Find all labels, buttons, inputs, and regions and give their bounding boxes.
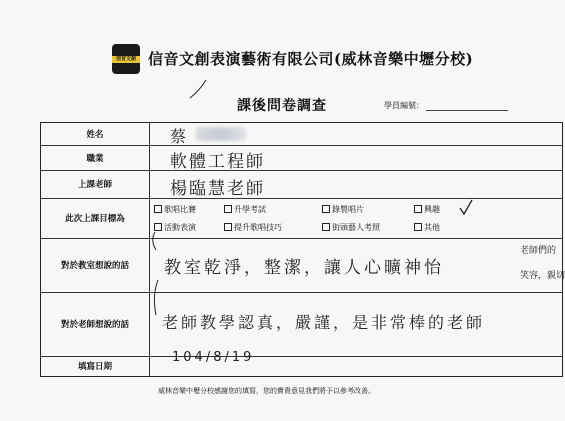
goal-label: 此次上課目標為 xyxy=(41,198,150,238)
option-record-album[interactable]: 錄製唱片 xyxy=(322,204,364,215)
option-entrance-exam[interactable]: 升學考試 xyxy=(224,204,266,215)
company-name: 信音文創表演藝術有限公司(威林音樂中壢分校) xyxy=(148,50,474,68)
occupation-label: 職業 xyxy=(41,145,150,170)
teacher-value: 楊臨慧老師 xyxy=(170,179,265,199)
pen-stroke-icon xyxy=(190,80,206,98)
student-number-label: 學員編號： xyxy=(384,101,424,110)
name-value: 蔡 xyxy=(170,127,189,146)
option-improve-skills[interactable]: 提升歌唱技巧 xyxy=(224,222,282,233)
teacher-comment-value: 老師教學認真，嚴謹，是非常棒的老師 xyxy=(162,313,486,332)
option-singing-contest[interactable]: 歌唱比賽 xyxy=(154,204,196,215)
date-value: 104/8/19 xyxy=(172,350,255,365)
logo-text: 信音文創 xyxy=(112,56,140,63)
teacher-label: 上課老師 xyxy=(41,170,150,198)
option-event-performance[interactable]: 活動表演 xyxy=(154,222,196,233)
classroom-comment-value: 教室乾淨，整潔，讓人心曠神怡 xyxy=(164,258,444,278)
classroom-margin-note-2: 笑容，親切 xyxy=(520,271,565,281)
classroom-margin-note-1: 老師們的 xyxy=(520,246,557,256)
option-busker-license[interactable]: 街頭藝人考照 xyxy=(322,222,380,233)
check-mark-icon xyxy=(460,200,472,214)
footer-note: 威林音樂中壢分校感謝您的填寫，您的寶貴意見我們將予以參考改善。 xyxy=(158,387,375,395)
pen-stroke-icon xyxy=(154,280,158,315)
classroom-comment-label: 對於教室想說的話 xyxy=(41,238,150,292)
teacher-comment-label: 對於老師想說的話 xyxy=(41,292,150,356)
occupation-value: 軟體工程師 xyxy=(170,152,265,172)
option-interest[interactable]: 興趣 xyxy=(414,204,440,215)
option-other[interactable]: 其他 xyxy=(414,222,440,233)
date-label: 填寫日期 xyxy=(41,356,150,376)
pen-stroke-icon xyxy=(153,232,156,250)
survey-title: 課後問卷調查 xyxy=(237,98,327,114)
name-label: 姓名 xyxy=(41,123,150,145)
